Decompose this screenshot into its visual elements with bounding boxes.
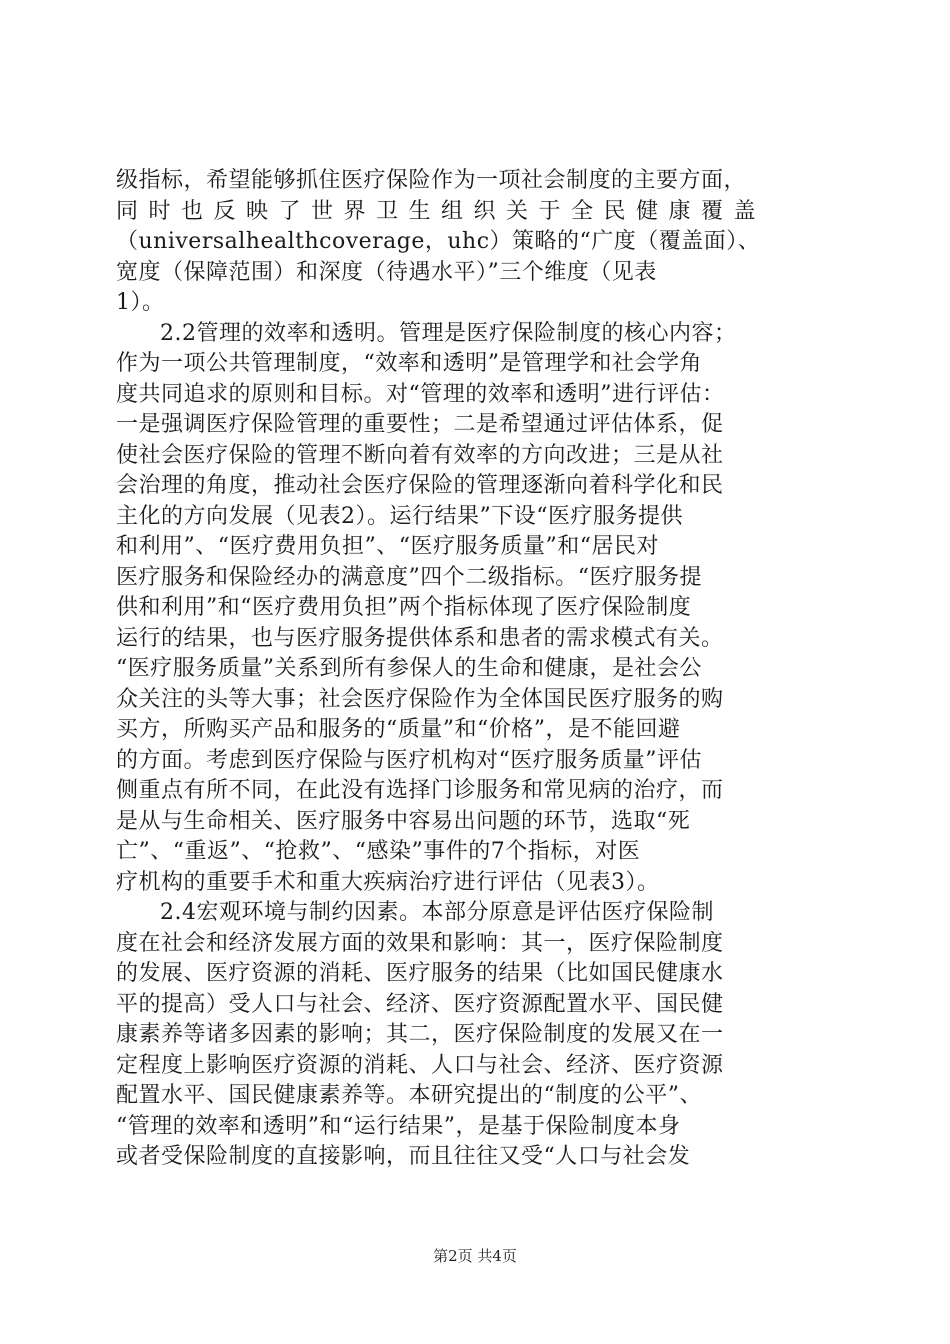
text-line: 宽度（保障范围）和深度（待遇水平）”三个维度（见表 [116,259,657,285]
text-line: 使社会医疗保险的管理不断向着有效率的方向改进；三是从社 [116,442,724,468]
text-line: “管理的效率和透明”和“运行结果”，是基于保险制度本身 [116,1113,681,1139]
text-line: 级指标，希望能够抓住医疗保险作为一项社会制度的主要方面， [116,168,747,193]
text-line: 亡”、“重返”、“抢救”、“感染”事件的7个指标，对医 [116,839,641,864]
text-line: 作为一项公共管理制度，“效率和透明”是管理学和社会学角 [116,351,702,376]
text-line: 一是强调医疗保险管理的重要性；二是希望通过评估体系，促 [116,412,724,437]
text-line: 1）。 [116,290,165,315]
text-line: 医疗服务和保险经办的满意度”四个二级指标。“医疗服务提 [116,564,702,590]
text-line: 主化的方向发展（见表2）。运行结果”下设“医疗服务提供 [116,503,683,529]
text-line: “医疗服务质量”关系到所有参保人的生命和健康，是社会公 [116,656,702,681]
text-line: 度共同追求的原则和目标。对“管理的效率和透明”进行评估： [116,381,725,407]
text-line: 会治理的角度，推动社会医疗保险的管理逐渐向着科学化和民 [116,473,724,498]
text-line: 供和利用”和“医疗费用负担”两个指标体现了医疗保险制度 [116,595,692,620]
body-text [116,166,838,1173]
text-line: 的发展、医疗资源的消耗、医疗服务的结果（比如国民健康水 [116,961,724,986]
text-line: （universalhealthcoverage，uhc）策略的“广度（覆盖面）、 [116,229,761,254]
text-line: 或者受保险制度的直接影响，而且往往又受“人口与社会发 [116,1144,691,1169]
text-line: 平的提高）受人口与社会、经济、医疗资源配置水平、国民健 [116,991,724,1017]
text-line: 买方，所购买产品和服务的“质量”和“价格”，是不能回避 [116,717,681,742]
text-line: 众关注的头等大事；社会医疗保险作为全体国民医疗服务的购 [116,686,724,712]
page-number-footer: 第2页 共4页 [433,1247,517,1265]
text-line: 康素养等诸多因素的影响；其二，医疗保险制度的发展又在一 [116,1022,724,1047]
text-line: 是从与生命相关、医疗服务中容易出问题的环节，选取“死 [116,808,691,834]
text-line: 疗机构的重要手术和重大疾病治疗进行评估（见表3）。 [116,869,660,895]
paragraph-heading-line: 2.4宏观环境与制约因素。本部分原意是评估医疗保险制 [160,900,714,925]
paragraph-heading-line: 2.2管理的效率和透明。管理是医疗保险制度的核心内容； [160,320,737,346]
text-line: 配置水平、国民健康素养等。本研究提出的“制度的公平”、 [116,1083,702,1108]
text-line: 和利用”、“医疗费用负担”、“医疗服务质量”和“居民对 [116,534,659,559]
text-line: 侧重点有所不同，在此没有选择门诊服务和常见病的治疗，而 [116,778,724,803]
text-line: 度在社会和经济发展方面的效果和影响：其一，医疗保险制度 [116,930,724,956]
text-line: 同时也反映了世界卫生组织关于全民健康覆盖 [116,198,767,224]
text-line: 运行的结果，也与医疗服务提供体系和患者的需求模式有关。 [116,625,724,651]
text-line: 定程度上影响医疗资源的消耗、人口与社会、经济、医疗资源 [116,1052,724,1078]
text-line: 的方面。考虑到医疗保险与医疗机构对“医疗服务质量”评估 [116,747,702,773]
